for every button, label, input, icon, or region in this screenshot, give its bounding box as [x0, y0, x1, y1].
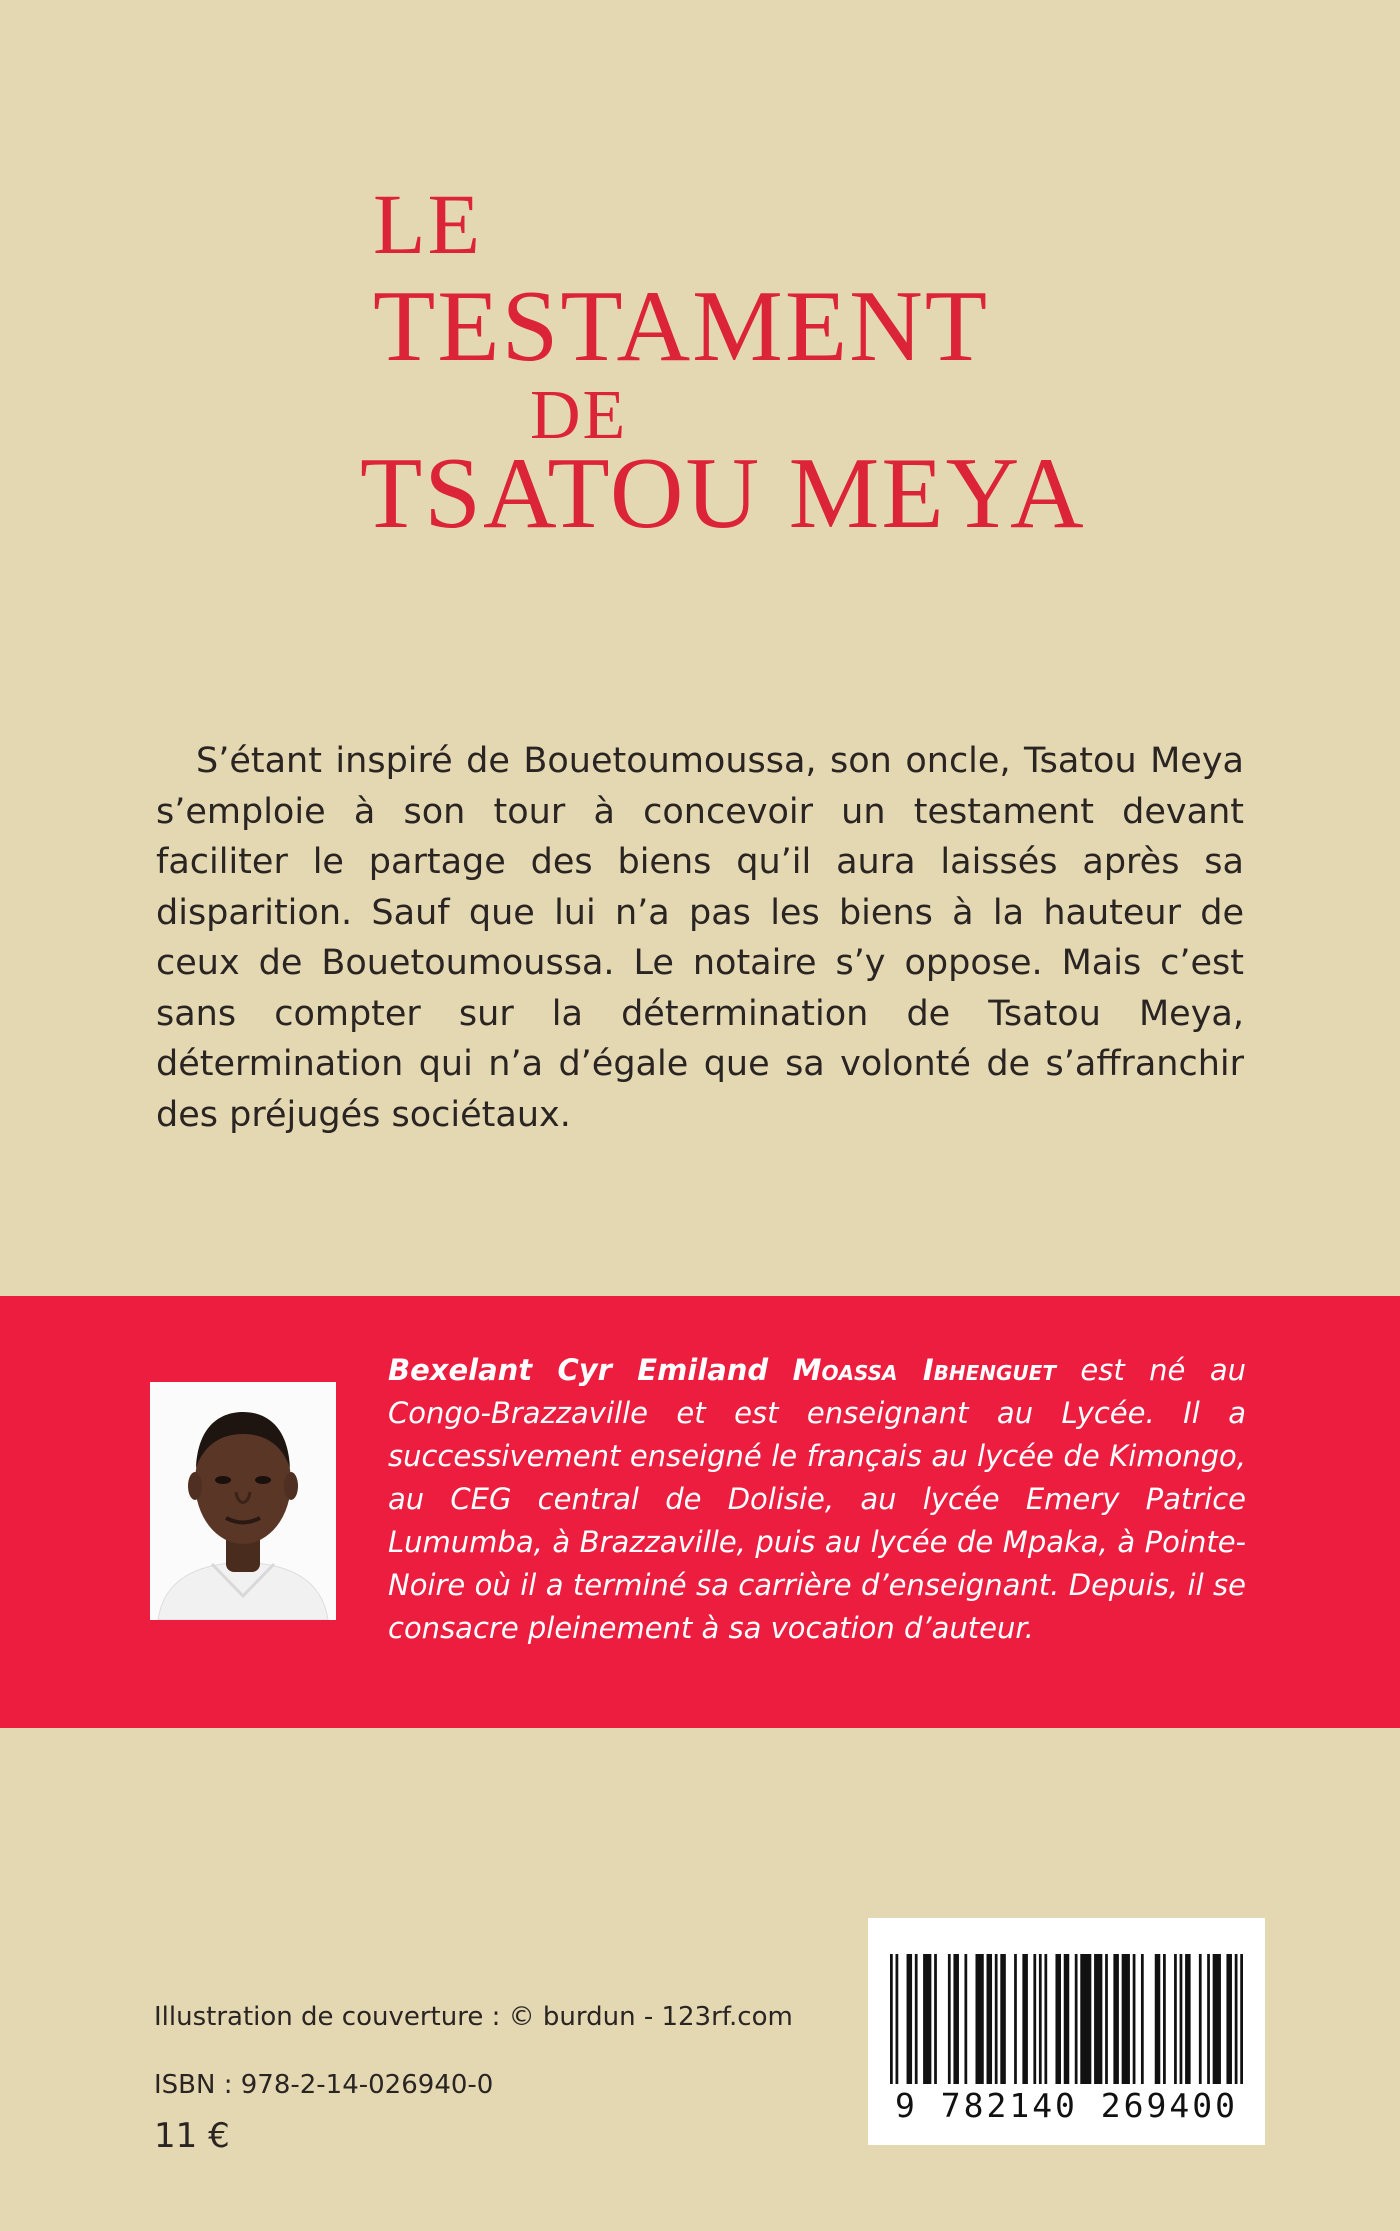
barcode-bar: [1155, 1954, 1161, 2084]
barcode-bar: [1055, 1954, 1061, 2084]
barcode-bar: [1039, 1954, 1042, 2084]
author-photo: [150, 1382, 336, 1620]
barcode-bar: [1075, 1954, 1078, 2084]
barcode-bar: [1122, 1954, 1130, 2084]
title-line-de: DE: [530, 377, 628, 454]
author-band: [0, 1296, 1400, 1728]
barcode-bar: [1064, 1954, 1070, 2084]
barcode-bar: [948, 1954, 951, 2084]
barcode-bar: [1113, 1954, 1119, 2084]
barcode-bar: [1133, 1954, 1136, 2084]
barcode-bar: [1180, 1954, 1183, 2084]
barcode-bar: [1163, 1954, 1166, 2084]
barcode-bar: [890, 1954, 893, 2084]
author-bio-text: est né au Congo-Brazzaville et est enseignant au Lycée. Il a successivement enseigné le français au lycée de Kimongo, au CEG central de Dolisie, au lycée Emery Patrice Lumumba, à Brazzaville, puis au lycée de Mpaka, à Pointe-Noire où il a terminé sa carrière d’enseignant. Depuis, il se consacre pleinement à sa vocation d’auteur.: [388, 1353, 1246, 1645]
barcode-bar: [1235, 1954, 1238, 2084]
barcode-bar: [964, 1954, 967, 2084]
barcode-bar: [896, 1954, 899, 2084]
barcode-bar: [1022, 1954, 1028, 2084]
barcode-number: 9 782140 269400: [894, 2086, 1238, 2125]
barcode-bars-icon: [890, 1954, 1243, 2084]
barcode-bar: [1033, 1954, 1036, 2084]
barcode-bar: [915, 1954, 918, 2084]
barcode-bar: [1000, 1954, 1006, 2084]
barcode-bar: [1141, 1954, 1144, 2084]
cover-illustration-credit: Illustration de couverture : © burdun - 123rf.com: [154, 2002, 793, 2032]
barcode-bar: [953, 1954, 959, 2084]
barcode-bar: [1105, 1954, 1108, 2084]
barcode-bar: [975, 1954, 983, 2084]
author-surname: Moassa Ibhenguet: [792, 1353, 1056, 1387]
title-line-tsatou-meya: TSATOU MEYA: [360, 437, 1086, 550]
author-bio: [388, 1349, 1246, 1650]
barcode-bar: [1213, 1954, 1221, 2084]
isbn: ISBN : 978-2-14-026940-0: [154, 2070, 494, 2100]
barcode-bar: [1094, 1954, 1102, 2084]
barcode-bar: [1199, 1954, 1202, 2084]
barcode-bar: [1080, 1954, 1091, 2084]
barcode-bar: [1044, 1954, 1047, 2084]
price: 11 €: [154, 2116, 230, 2156]
barcode-bar: [1226, 1954, 1232, 2084]
barcode-bar: [995, 1954, 998, 2084]
barcode: [868, 1918, 1265, 2145]
barcode-bar: [907, 1954, 913, 2084]
barcode-bar: [934, 1954, 937, 2084]
barcode-bar: [1207, 1954, 1210, 2084]
barcode-bar: [1185, 1954, 1191, 2084]
barcode-bar: [1240, 1954, 1243, 2084]
barcode-bar: [1174, 1954, 1177, 2084]
back-cover-blurb: S’étant inspiré de Bouetoumoussa, son oncle, Tsatou Meya s’emploie à son tour à concevoir un testament devant faciliter le partage des biens qu’il aura laissés après sa disparition. Sauf que lui n’a pas les biens à la hauteur de ceux de Bouetoumoussa. Le notaire s’y oppose. Mais c’est sans compter sur la détermination de Tsatou Meya, détermination qui n’a d’égale que sa volonté de s’affranchir des préjugés sociétaux.: [156, 741, 1244, 1135]
barcode-bar: [923, 1954, 931, 2084]
author-portrait-icon: [150, 1382, 336, 1620]
title-line-le: LE: [373, 176, 483, 272]
barcode-bar: [987, 1954, 993, 2084]
author-first-names: Bexelant Cyr Emiland: [388, 1353, 769, 1387]
title-line-testament: TESTAMENT: [373, 270, 990, 383]
barcode-bar: [1014, 1954, 1017, 2084]
